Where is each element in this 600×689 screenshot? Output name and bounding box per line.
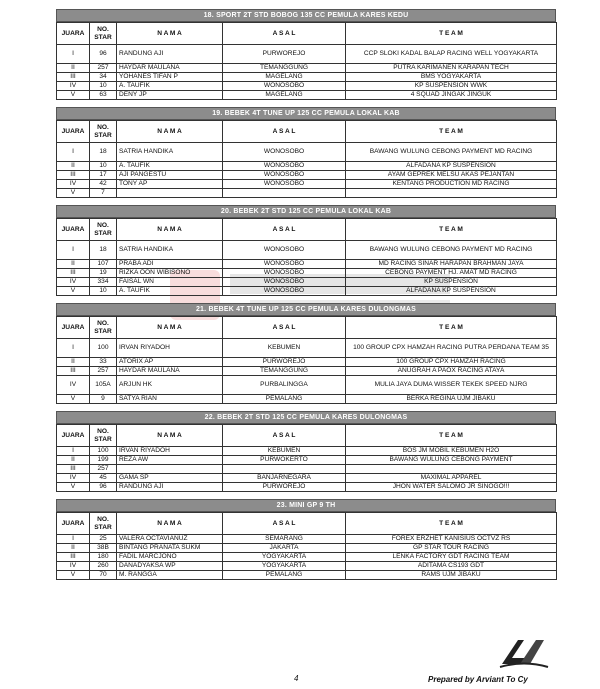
cell-team: KP SUSPENSION: [346, 278, 557, 287]
cell-juara: IV: [57, 180, 90, 189]
organizer-logo-icon: [498, 634, 550, 670]
header-asal: A S A L: [223, 513, 346, 535]
cell-juara: I: [57, 143, 90, 162]
cell-team: GP STAR TOUR RACING: [346, 544, 557, 553]
cell-juara: II: [57, 162, 90, 171]
cell-no-star: 45: [90, 474, 117, 483]
cell-nama: A. TAUFIK: [117, 82, 223, 91]
cell-juara: II: [57, 358, 90, 367]
cell-juara: I: [57, 447, 90, 456]
header-no-star: NO. STAR: [90, 425, 117, 447]
results-table: [56, 512, 557, 580]
cell-no-star: 19: [90, 269, 117, 278]
table-header-row: [57, 317, 557, 339]
cell-nama: HAYDAR MAULANA: [117, 64, 223, 73]
cell-team: AYAM GEPREK MELSU AKAS PEJANTAN: [346, 171, 557, 180]
cell-asal: BANJARNEGARA: [223, 474, 346, 483]
cell-nama: HAYDAR MAULANA: [117, 367, 223, 376]
table-row: [57, 367, 557, 376]
cell-asal: PURWOKERTO: [223, 456, 346, 465]
race-class-title: 19. BEBEK 4T TUNE UP 125 CC PEMULA LOKAL KAB: [56, 107, 556, 120]
cell-juara: I: [57, 241, 90, 260]
table-row: [57, 64, 557, 73]
cell-team: MD RACING SINAR HARAPAN BRAHMAN JAYA: [346, 260, 557, 269]
cell-juara: IV: [57, 82, 90, 91]
cell-no-star: 25: [90, 535, 117, 544]
cell-nama: REZA AW: [117, 456, 223, 465]
cell-nama: RIZKA OON WIBISONO: [117, 269, 223, 278]
cell-nama: TONY AP: [117, 180, 223, 189]
cell-asal: WONOSOBO: [223, 143, 346, 162]
race-class-section: [56, 107, 556, 198]
cell-juara: I: [57, 535, 90, 544]
cell-juara: IV: [57, 474, 90, 483]
cell-nama: SATRIA HANDIKA: [117, 143, 223, 162]
table-row: [57, 395, 557, 404]
cell-team: JHON WATER SALOMO JR SINOGO!!!: [346, 483, 557, 492]
table-row: [57, 483, 557, 492]
cell-asal: SEMARANG: [223, 535, 346, 544]
cell-asal: MAGELANG: [223, 73, 346, 82]
cell-nama: YOHANES TIFAN P: [117, 73, 223, 82]
header-no-star: NO. STAR: [90, 219, 117, 241]
table-row: [57, 278, 557, 287]
cell-nama: AJI PANGESTU: [117, 171, 223, 180]
cell-juara: IV: [57, 562, 90, 571]
cell-no-star: 10: [90, 82, 117, 91]
cell-asal: KEBUMEN: [223, 339, 346, 358]
header-asal: A S A L: [223, 121, 346, 143]
table-header-row: [57, 425, 557, 447]
cell-team: ALFADANA KP SUSPENSION: [346, 287, 557, 296]
cell-nama: ARJUN HK: [117, 376, 223, 395]
cell-team: BAWANG WULUNG CEBONG PAYMENT: [346, 456, 557, 465]
cell-asal: PURWOREJO: [223, 358, 346, 367]
cell-nama: RANDUNG AJI: [117, 45, 223, 64]
results-table: [56, 218, 557, 296]
cell-juara: III: [57, 553, 90, 562]
cell-no-star: 70: [90, 571, 117, 580]
header-asal: A S A L: [223, 23, 346, 45]
header-no-star: NO. STAR: [90, 121, 117, 143]
table-header-row: [57, 23, 557, 45]
cell-no-star: 63: [90, 91, 117, 100]
cell-nama: A. TAUFIK: [117, 287, 223, 296]
cell-nama: RANDUNG AJI: [117, 483, 223, 492]
results-table: [56, 316, 557, 404]
header-juara: JUARA: [57, 317, 90, 339]
cell-asal: YOGYAKARTA: [223, 553, 346, 562]
table-row: [57, 82, 557, 91]
header-nama: N A M A: [117, 425, 223, 447]
cell-no-star: 334: [90, 278, 117, 287]
cell-no-star: 34: [90, 73, 117, 82]
table-row: [57, 535, 557, 544]
cell-no-star: 100: [90, 447, 117, 456]
cell-nama: PRABA ADI: [117, 260, 223, 269]
cell-juara: V: [57, 287, 90, 296]
cell-juara: II: [57, 456, 90, 465]
cell-asal: PURBALINGGA: [223, 376, 346, 395]
cell-no-star: 100: [90, 339, 117, 358]
cell-juara: IV: [57, 278, 90, 287]
cell-nama: FAISAL WN: [117, 278, 223, 287]
table-row: [57, 171, 557, 180]
cell-juara: III: [57, 171, 90, 180]
table-header-row: [57, 219, 557, 241]
table-row: [57, 571, 557, 580]
cell-team: [346, 189, 557, 198]
race-class-title: 22. BEBEK 2T STD 125 CC PEMULA KARES DULONGMAS: [56, 411, 556, 424]
cell-nama: DANADYAKSA WP: [117, 562, 223, 571]
cell-nama: VALERA OCTAVIANUZ: [117, 535, 223, 544]
header-nama: N A M A: [117, 219, 223, 241]
cell-asal: WONOSOBO: [223, 260, 346, 269]
cell-nama: IRVAN RIYADOH: [117, 339, 223, 358]
cell-team: [346, 465, 557, 474]
cell-no-star: 96: [90, 483, 117, 492]
table-row: [57, 260, 557, 269]
header-team: T E A M: [346, 513, 557, 535]
cell-asal: WONOSOBO: [223, 171, 346, 180]
cell-nama: FADIL MARCJONO: [117, 553, 223, 562]
table-row: [57, 180, 557, 189]
cell-team: RAMS UJM JIBAKU: [346, 571, 557, 580]
header-no-star: NO. STAR: [90, 317, 117, 339]
table-header-row: [57, 121, 557, 143]
header-nama: N A M A: [117, 121, 223, 143]
cell-juara: V: [57, 483, 90, 492]
cell-no-star: 10: [90, 162, 117, 171]
table-row: [57, 456, 557, 465]
cell-nama: SATYA RIAN: [117, 395, 223, 404]
header-juara: JUARA: [57, 121, 90, 143]
header-nama: N A M A: [117, 513, 223, 535]
race-class-title: 21. BEBEK 4T TUNE UP 125 CC PEMULA KARES DULONGMAS: [56, 303, 556, 316]
cell-no-star: 107: [90, 260, 117, 269]
cell-team: KENTANG PRODUCTION MD RACING: [346, 180, 557, 189]
cell-no-star: 17: [90, 171, 117, 180]
cell-asal: YOGYAKARTA: [223, 562, 346, 571]
race-class-title: 18. SPORT 2T STD BOBOG 135 CC PEMULA KARES KEDU: [56, 9, 556, 22]
cell-asal: WONOSOBO: [223, 278, 346, 287]
cell-asal: WONOSOBO: [223, 82, 346, 91]
race-class-section: [56, 411, 556, 492]
header-juara: JUARA: [57, 219, 90, 241]
cell-team: MULIA JAYA DUMA WISSER TEKEK SPEED NJRG: [346, 376, 557, 395]
table-row: [57, 287, 557, 296]
header-no-star: NO. STAR: [90, 513, 117, 535]
cell-juara: II: [57, 64, 90, 73]
race-class-section: [56, 499, 556, 580]
table-row: [57, 562, 557, 571]
cell-team: BERKA REGINA UJM JIBAKU: [346, 395, 557, 404]
cell-asal: TEMANGGUNG: [223, 64, 346, 73]
header-team: T E A M: [346, 219, 557, 241]
cell-team: CEBONG PAYMENT HJ. AMAT MD RACING: [346, 269, 557, 278]
table-row: [57, 73, 557, 82]
cell-no-star: 257: [90, 465, 117, 474]
cell-juara: V: [57, 395, 90, 404]
race-class-title: 20. BEBEK 2T STD 125 CC PEMULA LOKAL KAB: [56, 205, 556, 218]
cell-team: KP SUSPENSION WWK: [346, 82, 557, 91]
cell-no-star: 257: [90, 64, 117, 73]
table-row: [57, 358, 557, 367]
page-number: 4: [294, 674, 299, 683]
cell-asal: WONOSOBO: [223, 287, 346, 296]
cell-asal: JAKARTA: [223, 544, 346, 553]
cell-no-star: 18: [90, 143, 117, 162]
table-row: [57, 189, 557, 198]
table-row: [57, 447, 557, 456]
header-team: T E A M: [346, 317, 557, 339]
header-team: T E A M: [346, 121, 557, 143]
cell-team: BMS YOGYAKARTA: [346, 73, 557, 82]
cell-asal: [223, 189, 346, 198]
cell-juara: I: [57, 45, 90, 64]
cell-juara: III: [57, 269, 90, 278]
cell-no-star: 9: [90, 395, 117, 404]
results-table: [56, 22, 557, 100]
cell-asal: KEBUMEN: [223, 447, 346, 456]
header-juara: JUARA: [57, 513, 90, 535]
cell-no-star: 180: [90, 553, 117, 562]
table-header-row: [57, 513, 557, 535]
header-team: T E A M: [346, 425, 557, 447]
cell-asal: WONOSOBO: [223, 241, 346, 260]
table-row: [57, 162, 557, 171]
cell-nama: GAMA SP: [117, 474, 223, 483]
cell-team: BAWANG WULUNG CEBONG PAYMENT MD RACING: [346, 241, 557, 260]
race-class-section: [56, 205, 556, 296]
cell-team: 100 GROUP CPX HAMZAH RACING: [346, 358, 557, 367]
cell-team: ALFADANA KP SUSPENSION: [346, 162, 557, 171]
cell-no-star: 38B: [90, 544, 117, 553]
cell-nama: BINTANG PRANATA SUKM: [117, 544, 223, 553]
cell-team: CCP SLOKI KADAL BALAP RACING WELL YOGYAKARTA: [346, 45, 557, 64]
cell-no-star: 96: [90, 45, 117, 64]
table-row: [57, 241, 557, 260]
cell-no-star: 260: [90, 562, 117, 571]
cell-no-star: 7: [90, 189, 117, 198]
cell-team: 4 SQUAD JINGAK JINGUK: [346, 91, 557, 100]
header-asal: A S A L: [223, 317, 346, 339]
results-table: [56, 424, 557, 492]
race-class-section: [56, 9, 556, 100]
table-row: [57, 376, 557, 395]
cell-juara: V: [57, 571, 90, 580]
cell-nama: SATRIA HANDIKA: [117, 241, 223, 260]
cell-juara: III: [57, 465, 90, 474]
cell-nama: ATORIX AP: [117, 358, 223, 367]
cell-asal: WONOSOBO: [223, 269, 346, 278]
header-nama: N A M A: [117, 317, 223, 339]
cell-nama: IRVAN RIYADOH: [117, 447, 223, 456]
cell-juara: I: [57, 339, 90, 358]
cell-team: ADITAMA CS193 GDT: [346, 562, 557, 571]
race-class-section: [56, 303, 556, 404]
cell-nama: [117, 189, 223, 198]
cell-asal: WONOSOBO: [223, 162, 346, 171]
cell-no-star: 33: [90, 358, 117, 367]
cell-team: ANUGRAH A PAOX RACING ATAYA: [346, 367, 557, 376]
cell-juara: III: [57, 73, 90, 82]
race-class-title: 23. MINI GP 9 TH: [56, 499, 556, 512]
header-no-star: NO. STAR: [90, 23, 117, 45]
table-row: [57, 474, 557, 483]
header-asal: A S A L: [223, 425, 346, 447]
results-page: [56, 9, 556, 587]
cell-no-star: 18: [90, 241, 117, 260]
cell-nama: DENY JP: [117, 91, 223, 100]
cell-no-star: 10: [90, 287, 117, 296]
cell-asal: PURWOREJO: [223, 45, 346, 64]
prepared-by-credit: Prepared by Arviant To Cy: [428, 675, 528, 684]
results-table: [56, 120, 557, 198]
table-row: [57, 553, 557, 562]
cell-team: 100 GROUP CPX HAMZAH RACING PUTRA PERDANA TEAM 35: [346, 339, 557, 358]
cell-team: LENKA FACTORY GDT RACING TEAM: [346, 553, 557, 562]
cell-asal: PEMALANG: [223, 571, 346, 580]
header-nama: N A M A: [117, 23, 223, 45]
cell-team: FOREX ERZHET KANISIUS OCTVZ RS: [346, 535, 557, 544]
table-row: [57, 465, 557, 474]
cell-nama: A. TAUFIK: [117, 162, 223, 171]
cell-no-star: 42: [90, 180, 117, 189]
cell-asal: PEMALANG: [223, 395, 346, 404]
cell-team: BOS JM MOBIL KEBUMEN H2O: [346, 447, 557, 456]
cell-juara: V: [57, 91, 90, 100]
cell-asal: MAGELANG: [223, 91, 346, 100]
table-row: [57, 269, 557, 278]
cell-asal: TEMANGGUNG: [223, 367, 346, 376]
cell-nama: [117, 465, 223, 474]
cell-no-star: 105A: [90, 376, 117, 395]
header-team: T E A M: [346, 23, 557, 45]
cell-juara: IV: [57, 376, 90, 395]
cell-no-star: 257: [90, 367, 117, 376]
header-asal: A S A L: [223, 219, 346, 241]
cell-team: MAXIMAL APPAREL: [346, 474, 557, 483]
table-row: [57, 91, 557, 100]
table-row: [57, 339, 557, 358]
cell-team: PUTRA KARIMANEN KARAPAN TECH: [346, 64, 557, 73]
table-row: [57, 544, 557, 553]
cell-asal: PURWOREJO: [223, 483, 346, 492]
cell-asal: WONOSOBO: [223, 180, 346, 189]
table-row: [57, 143, 557, 162]
cell-no-star: 199: [90, 456, 117, 465]
cell-juara: V: [57, 189, 90, 198]
cell-asal: [223, 465, 346, 474]
cell-juara: II: [57, 544, 90, 553]
header-juara: JUARA: [57, 23, 90, 45]
cell-nama: M. RANGGA: [117, 571, 223, 580]
cell-team: BAWANG WULUNG CEBONG PAYMENT MD RACING: [346, 143, 557, 162]
cell-juara: II: [57, 260, 90, 269]
header-juara: JUARA: [57, 425, 90, 447]
table-row: [57, 45, 557, 64]
cell-juara: III: [57, 367, 90, 376]
